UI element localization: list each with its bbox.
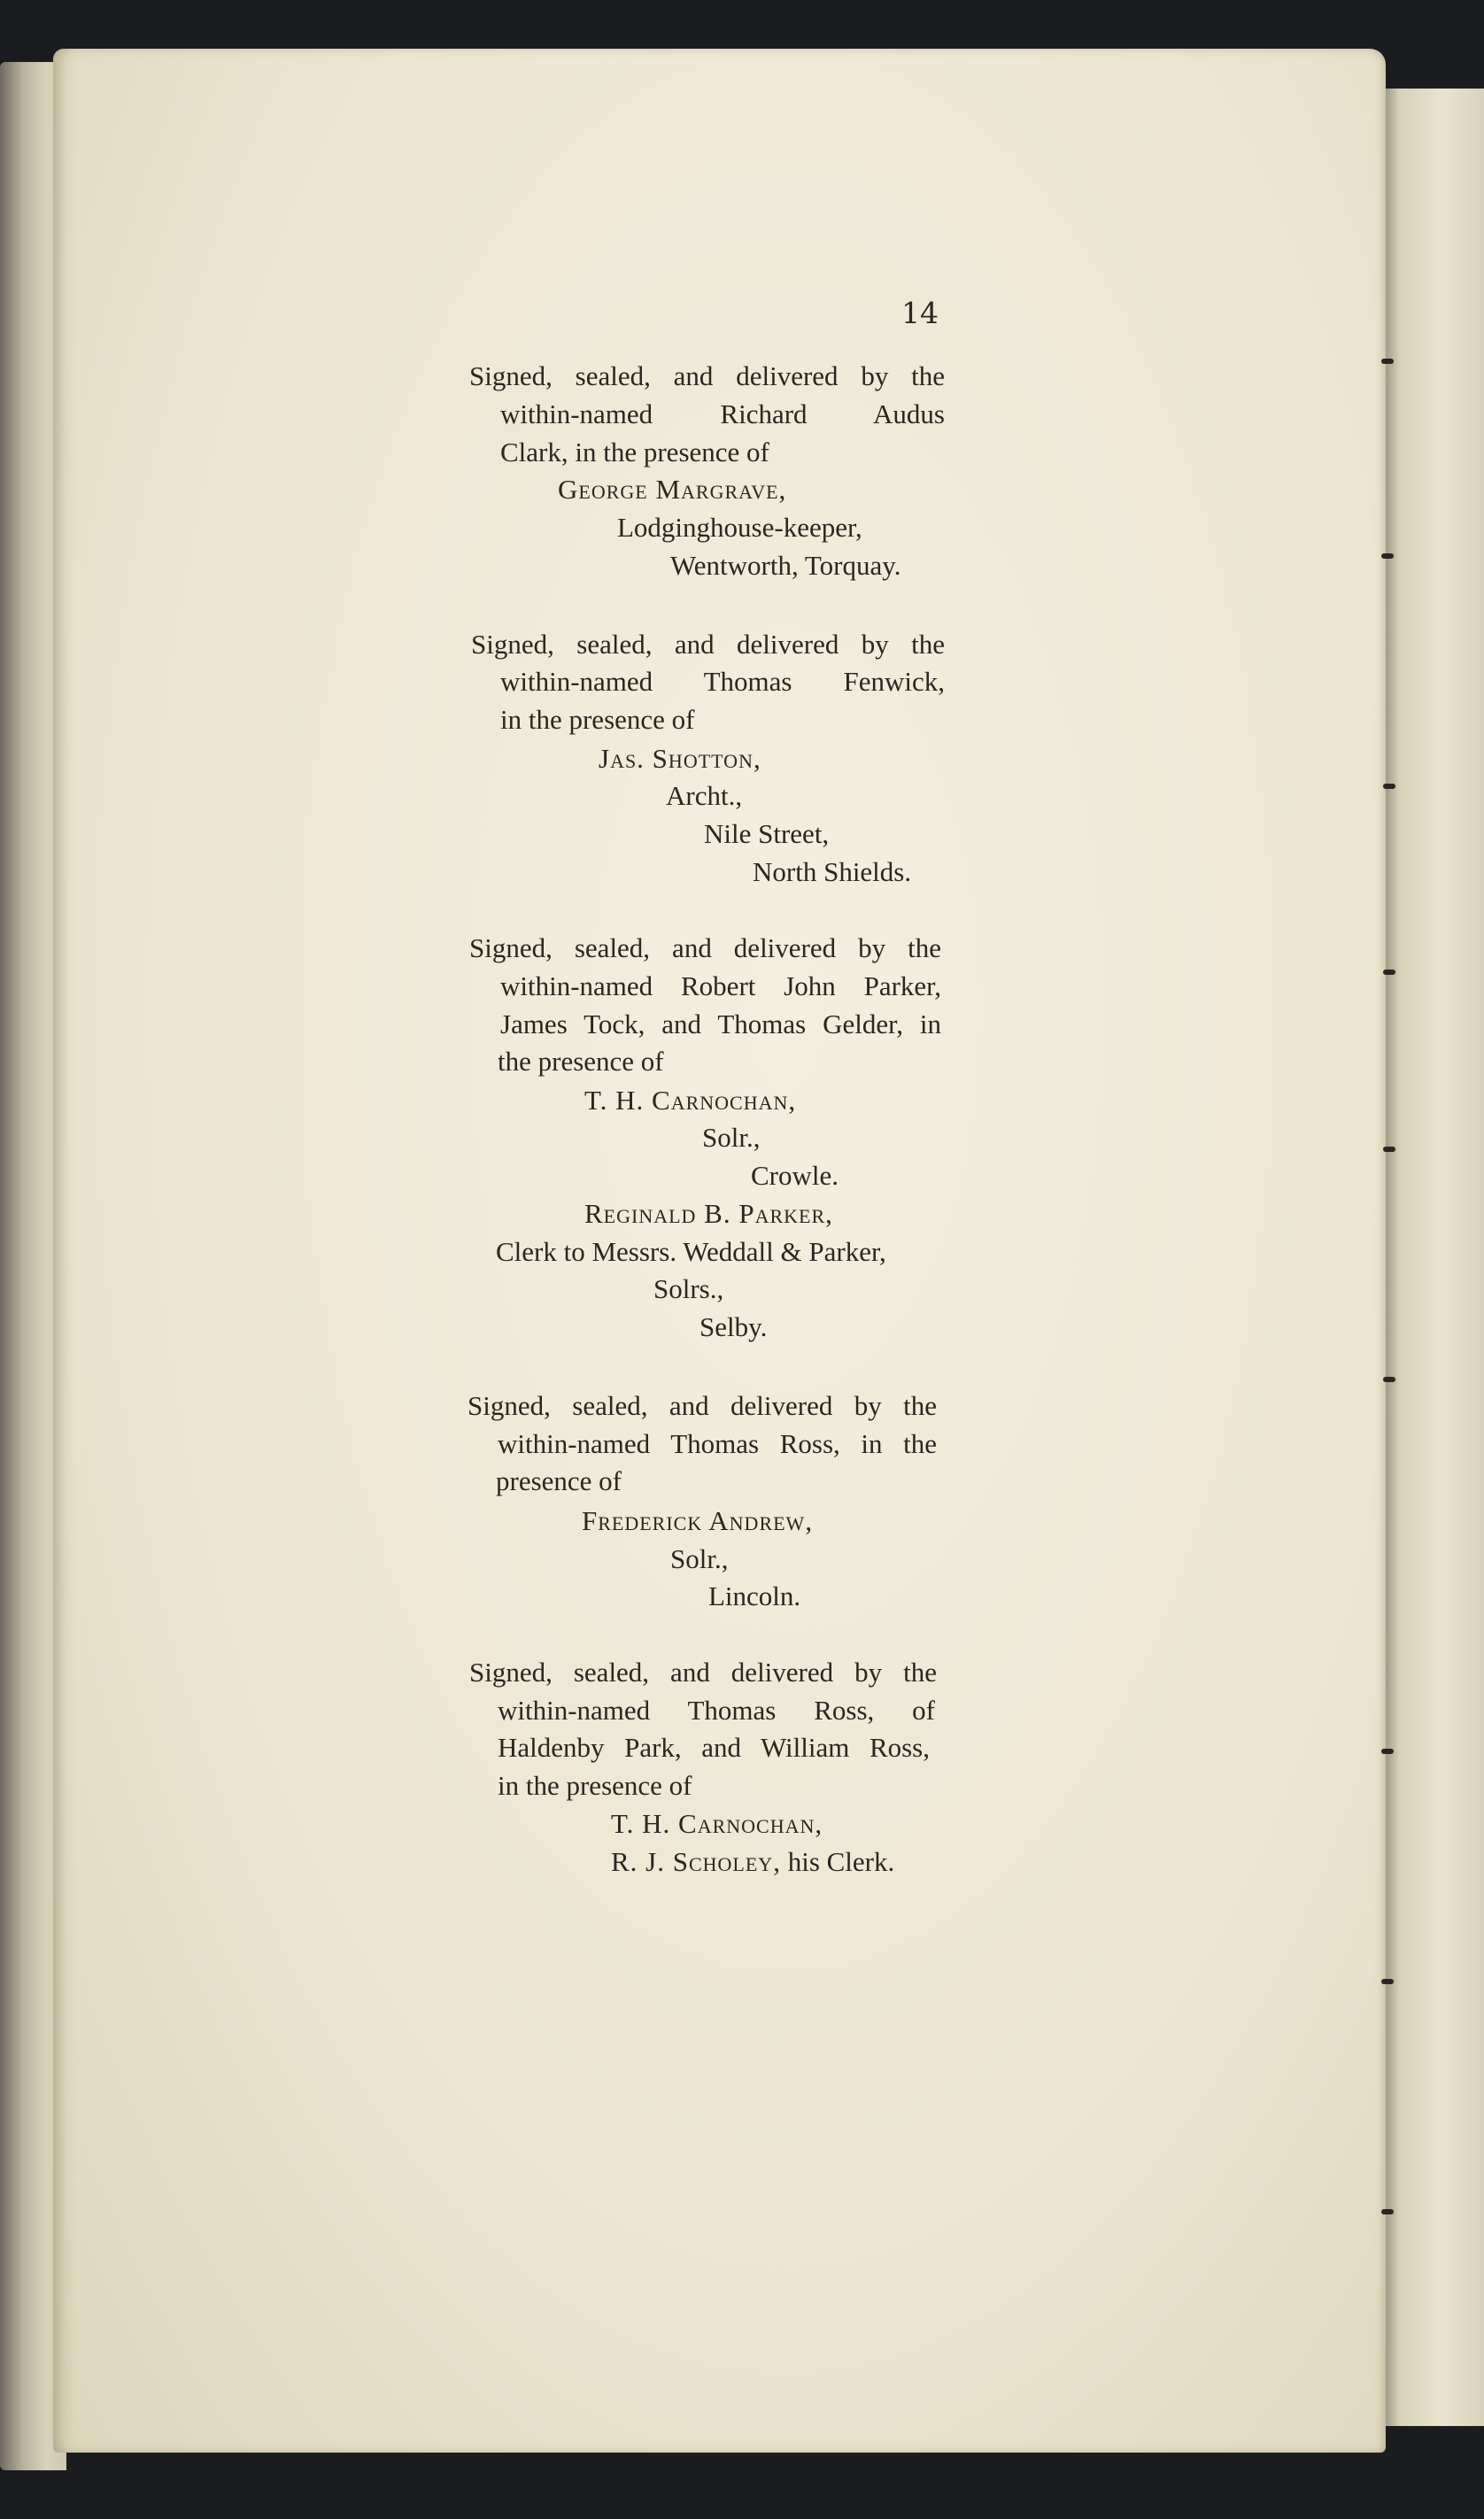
attestation-line: within-named Thomas Fenwick, xyxy=(500,666,945,697)
witness-detail: Clerk to Messrs. Weddall & Parker, xyxy=(496,1236,886,1267)
witness-detail: Crowle. xyxy=(751,1160,839,1191)
binding-thread-mark xyxy=(1381,2209,1394,2214)
attestation-line: in the presence of xyxy=(500,704,695,735)
binding-thread-mark xyxy=(1381,1979,1394,1984)
attestation-line: Signed, sealed, and delivered by the xyxy=(469,1657,937,1688)
witness-line xyxy=(611,1843,894,1881)
attestation-line: Clark, in the presence of xyxy=(500,437,769,467)
witness-name: T. H. Carnochan, xyxy=(611,1808,823,1839)
witness-name: George Margrave, xyxy=(558,474,787,505)
attestation-line: Signed, sealed, and delivered by the xyxy=(469,932,941,963)
witness-detail: Lincoln. xyxy=(708,1580,801,1611)
witness-name: Reginald B. Parker, xyxy=(584,1198,833,1229)
facing-page-edge xyxy=(1381,89,1484,2426)
attestation-line: within-named Thomas Ross, in the xyxy=(498,1428,937,1459)
binding-thread-mark xyxy=(1383,970,1395,975)
witness-suffix: his Clerk. xyxy=(780,1846,895,1877)
witness-detail: Solrs., xyxy=(653,1273,724,1304)
attestation-line: Haldenby Park, and William Ross, xyxy=(498,1732,930,1763)
attestation-line: the presence of xyxy=(498,1046,664,1077)
attestation-line: Signed, sealed, and delivered by the xyxy=(469,360,945,391)
attestation-line: within-named Richard Audus xyxy=(500,398,945,429)
binding-thread-mark xyxy=(1383,1377,1395,1382)
witness-name: Jas. Shotton, xyxy=(599,743,761,774)
witness-detail: Nile Street, xyxy=(704,818,830,849)
binding-thread-mark xyxy=(1381,1749,1394,1754)
attestation-line: within-named Robert John Parker, xyxy=(500,970,941,1001)
attestation-line: James Tock, and Thomas Gelder, in xyxy=(500,1008,941,1039)
binding-thread-mark xyxy=(1383,784,1395,789)
witness-detail: Lodginghouse-keeper, xyxy=(617,512,862,543)
page-number: 14 xyxy=(901,296,939,330)
witness-detail: Archt., xyxy=(666,780,743,811)
attestation-line: Signed, sealed, and delivered by the xyxy=(468,1390,937,1421)
binding-thread-mark xyxy=(1381,553,1394,559)
attestation-line: Signed, sealed, and delivered by the xyxy=(471,629,945,660)
witness-name: T. H. Carnochan, xyxy=(584,1085,797,1116)
witness-detail: Selby. xyxy=(699,1311,768,1342)
witness-detail: Solr., xyxy=(702,1122,761,1153)
attestation-line: within-named Thomas Ross, of xyxy=(498,1695,935,1726)
attestation-line: presence of xyxy=(496,1465,622,1496)
witness-detail: North Shields. xyxy=(753,856,912,887)
binding-thread-mark xyxy=(1381,359,1394,364)
witness-detail: Solr., xyxy=(670,1543,729,1574)
attestation-line: in the presence of xyxy=(498,1770,692,1801)
binding-thread-mark xyxy=(1383,1147,1395,1152)
witness-name: Frederick Andrew, xyxy=(582,1505,814,1536)
witness-name: R. J. Scholey, xyxy=(611,1846,781,1877)
witness-detail: Wentworth, Torquay. xyxy=(670,550,901,581)
